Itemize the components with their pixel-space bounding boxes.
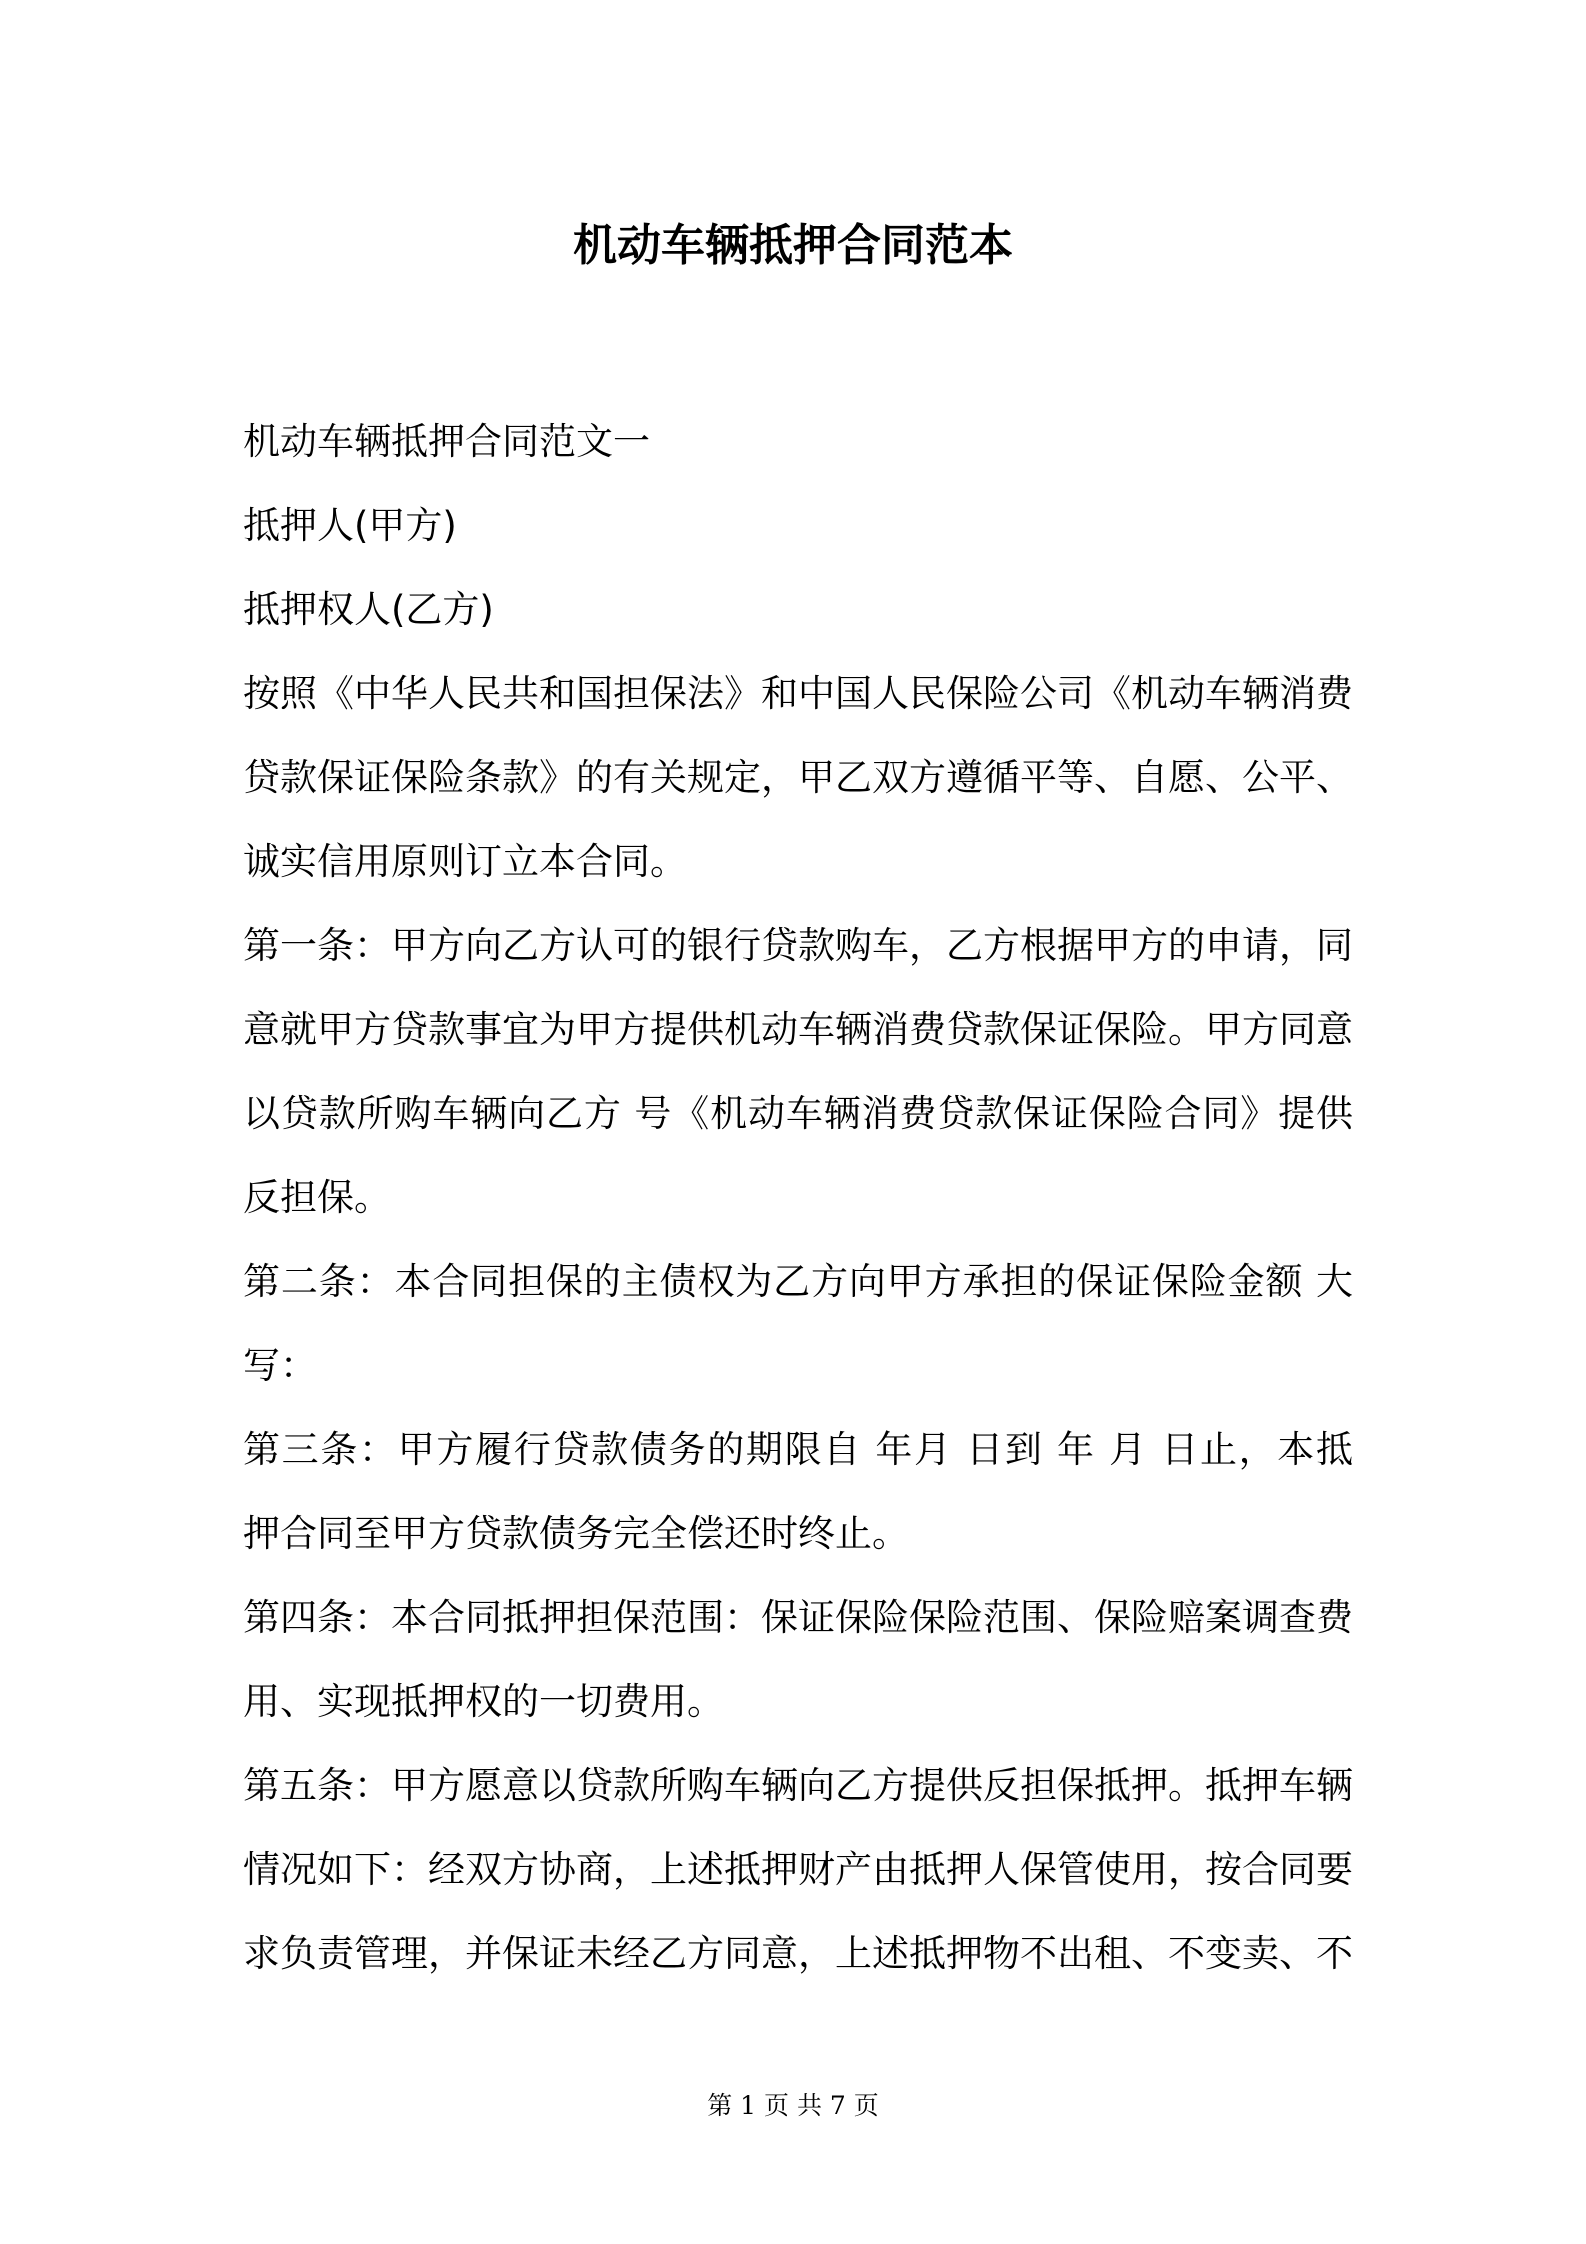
page-number-footer: 第 1 页 共 7 页: [707, 2091, 879, 2120]
party-a-line: 抵押人(甲方): [243, 504, 457, 547]
article-2-line: 第二条：本合同担保的主债权为乙方向甲方承担的保证保险金额 大: [243, 1260, 1353, 1303]
party-b-line: 抵押权人(乙方): [243, 588, 494, 631]
document-title: 机动车辆抵押合同范本: [573, 220, 1013, 271]
article-5-line: 求负责管理，并保证未经乙方同意，上述抵押物不出租、不变卖、不: [243, 1932, 1353, 1975]
article-1-line: 以贷款所购车辆向乙方 号《机动车辆消费贷款保证保险合同》提供: [243, 1092, 1353, 1135]
article-4-line: 第四条：本合同抵押担保范围：保证保险保险范围、保险赔案调查费: [243, 1596, 1353, 1639]
subtitle-line: 机动车辆抵押合同范文一: [243, 420, 650, 463]
article-5-line: 情况如下：经双方协商，上述抵押财产由抵押人保管使用，按合同要: [243, 1848, 1353, 1891]
paragraph-line: 贷款保证保险条款》的有关规定，甲乙双方遵循平等、自愿、公平、: [243, 756, 1353, 799]
article-1-line: 意就甲方贷款事宜为甲方提供机动车辆消费贷款保证保险。甲方同意: [243, 1008, 1353, 1051]
article-3-line: 押合同至甲方贷款债务完全偿还时终止。: [243, 1512, 909, 1555]
paragraph-line: 诚实信用原则订立本合同。: [243, 840, 687, 883]
article-4-line: 用、实现抵押权的一切费用。: [243, 1680, 724, 1723]
article-1-line: 反担保。: [243, 1176, 391, 1219]
article-3-line: 第三条：甲方履行贷款债务的期限自 年月 日到 年 月 日止，本抵: [243, 1428, 1353, 1471]
article-5-line: 第五条：甲方愿意以贷款所购车辆向乙方提供反担保抵押。抵押车辆: [243, 1764, 1353, 1807]
article-1-line: 第一条：甲方向乙方认可的银行贷款购车，乙方根据甲方的申请，同: [243, 924, 1353, 967]
paragraph-line: 按照《中华人民共和国担保法》和中国人民保险公司《机动车辆消费: [243, 672, 1353, 715]
article-2-line: 写：: [243, 1344, 317, 1387]
document-body: [243, 400, 1353, 1996]
